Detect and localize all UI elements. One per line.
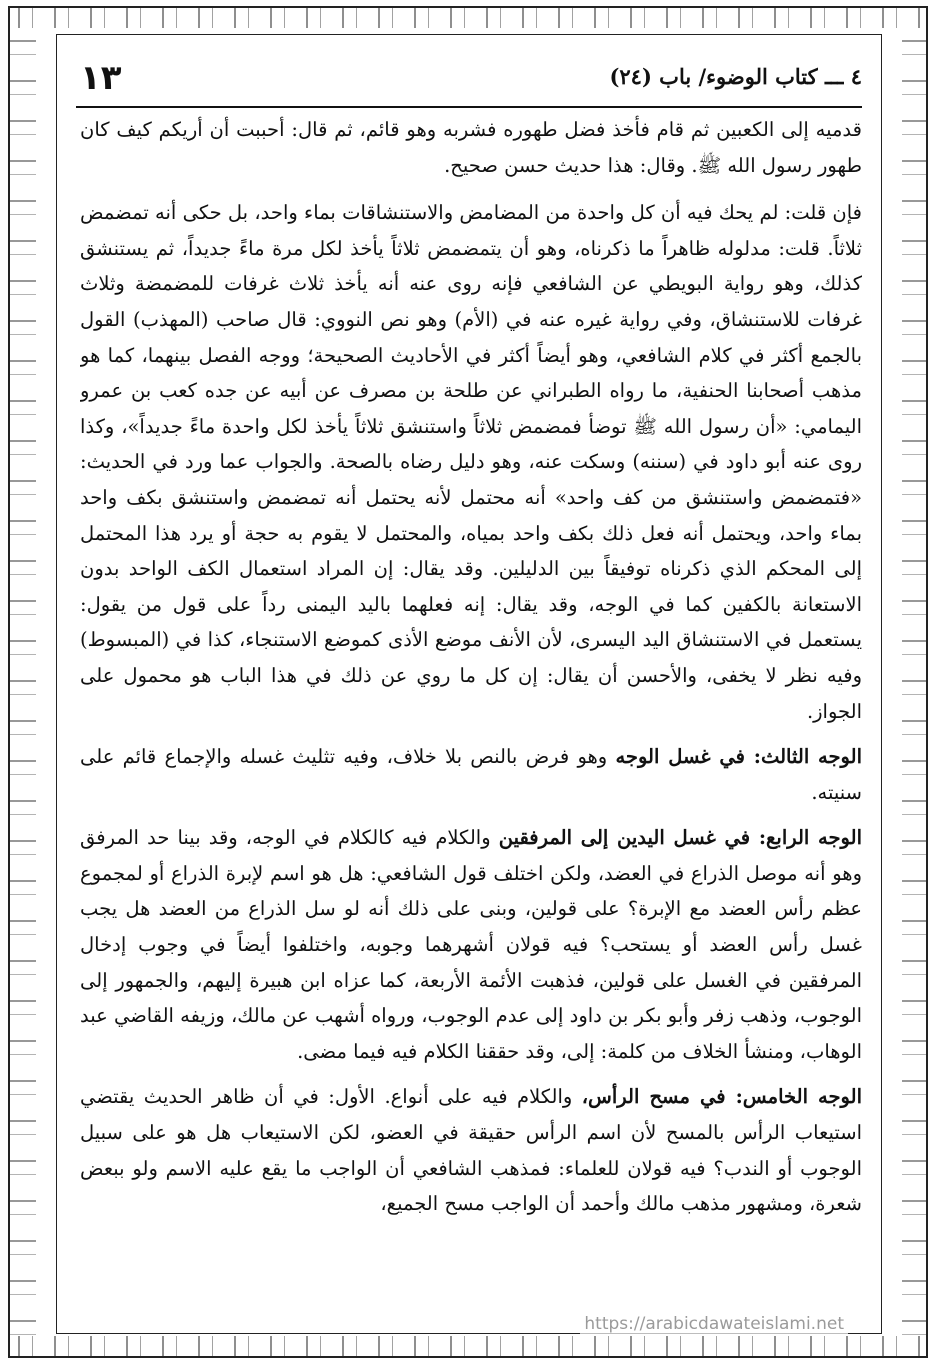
- paragraph-1: [80, 112, 862, 183]
- paragraph-5-text: والكلام فيه على أنواع. الأول: في أن ظاهر الحديث يقتضي استيعاب الرأس بالمسح لأن اسم الرأس حقيقة في العضو، لكن الاستيعاب هل هو على سبيل الوجوب أو الندب؟ فيه قولان للعلماء: فمذهب الشافعي أن الواجب ما يقع عليه الاسم ولو ببعض شعرة، ومشهور مذهب مالك وأحمد أن الواجب مسح الجميع،: [80, 1085, 862, 1216]
- paragraph-1-text: قدميه إلى الكعبين ثم قام فأخذ فضل طهوره فشربه وهو قائم، ثم قال: أحببت أن أريكم كيف كان طهور رسول الله ﷺ. وقال: هذا حديث حسن صحيح.: [80, 118, 862, 177]
- page-header: [76, 58, 862, 104]
- watermark-url: https://arabicdawateislami.net: [580, 1314, 848, 1334]
- paragraph-2-text: فإن قلت: لم يحك فيه أن كل واحدة من المضامض والاستنشاقات بماء واحد، بل حكى أنه تمضمض ثلاثاً. قلت: مدلوله ظاهراً ما ذكرناه، وهو أن يتمضمض ثلاثاً يأخذ لكل مرة ماءً جديداً، ثم يستنشق كذلك، وهو رواية البويطي عن الشافعي فإنه روى عنه أنه يأخذ ثلاث غرفات للمضمضة وثلاث غرفات للاستنشاق، وفي رواية غيره عنه في (الأم) وهو نص النووي: قال صاحب (المهذب) القول بالجمع أكثر في كلام الشافعي، وهو أيضاً أكثر في الأحاديث الصحيحة؛ ووجه الفصل بينهما، كما هو مذهب أصحابنا الحنفية، ما رواه الطبراني عن طلحة بن مصرف عن أبيه عن جده كعب بن عمرو اليمامي: «أن رسول الله ﷺ توضأ فمضمض ثلاثاً واستنشق ثلاثاً يأخذ لكل واحدة ماءً جديداً»، وكذا روى عنه أبو داود في (سننه) وسكت عنه، وهو دليل رضاه بالصحة. والجواب عما ورد في الحديث: «فتمضمض واستنشق من كف واحد» أنه محتمل لأنه يحتمل أنه تمضمض واستنشق بكف واحد بماء واحد، ويحتمل أنه فعل ذلك بكف واحد بمياه، والمحتمل لا يقوم به حجة أو يرد هذا المحتمل إلى المحكم الذي ذكرناه توفيقاً بين الدليلين. وقد يقال: إن المراد استعمال الكف الواحد بدون الاستعانة بالكفين كما في الوجه، وقد يقال: إنه فعلهما باليد اليمنى رداً على قول من يقول: يستعمل في الاستنشاق اليد اليسرى، لأن الأنف موضع الأذى كموضع الاستنجاء، كذا في (المبسوط) وفيه نظر لا يخفى، والأحسن أن يقال: إن كل ما روي عن ذلك في هذا الباب هو محمول على الجواز.: [80, 201, 862, 723]
- paragraph-2: [80, 195, 862, 729]
- paragraph-3-heading: الوجه الثالث: في غسل الوجه: [615, 745, 862, 769]
- page-body: [80, 112, 862, 1332]
- paragraph-4-heading: الوجه الرابع: في غسل اليدين إلى المرفقين: [498, 826, 862, 850]
- header-divider: [76, 106, 862, 108]
- paragraph-3: [80, 739, 862, 810]
- paragraph-4: [80, 820, 862, 1069]
- paragraph-3-text: وهو فرض بالنص بلا خلاف، وفيه تثليث غسله والإجماع قائم على سنيته.: [80, 745, 862, 804]
- running-title: ٤ ـــ كتاب الوضوء/ باب (٢٤): [609, 64, 862, 89]
- paragraph-5: [80, 1079, 862, 1221]
- paragraph-4-text: والكلام فيه كالكلام في الوجه، وقد بينا حد المرفق وهو أنه موصل الذراع في العضد، ولكن اختلف قول الشافعي: هل هو اسم لإبرة الذراع أو لمجموع عظم رأس العضد مع الإبرة؟ على قولين، وبنى على ذلك أنه لو سل الذراع من العضد هل يجب غسل رأس العضد أو يستحب؟ فيه قولان أشهرهما وجوبه، واختلفوا أيضاً في وجوب إدخال المرفقين في الغسل على قولين، فذهبت الأئمة الأربعة، كما عزاه ابن هبيرة إليهم، والجمهور إلى الوجوب، وذهب زفر وأبو بكر بن داود إلى عدم الوجوب، ورواه أشهب عن مالك، وزيفه القاضي عبد الوهاب، ومنشأ الخلاف من كلمة: إلى، وقد حققنا الكلام فيه فيما مضى.: [80, 826, 862, 1063]
- page-number: ١٣: [80, 58, 122, 98]
- paragraph-5-heading: الوجه الخامس: في مسح الرأس،: [581, 1085, 862, 1109]
